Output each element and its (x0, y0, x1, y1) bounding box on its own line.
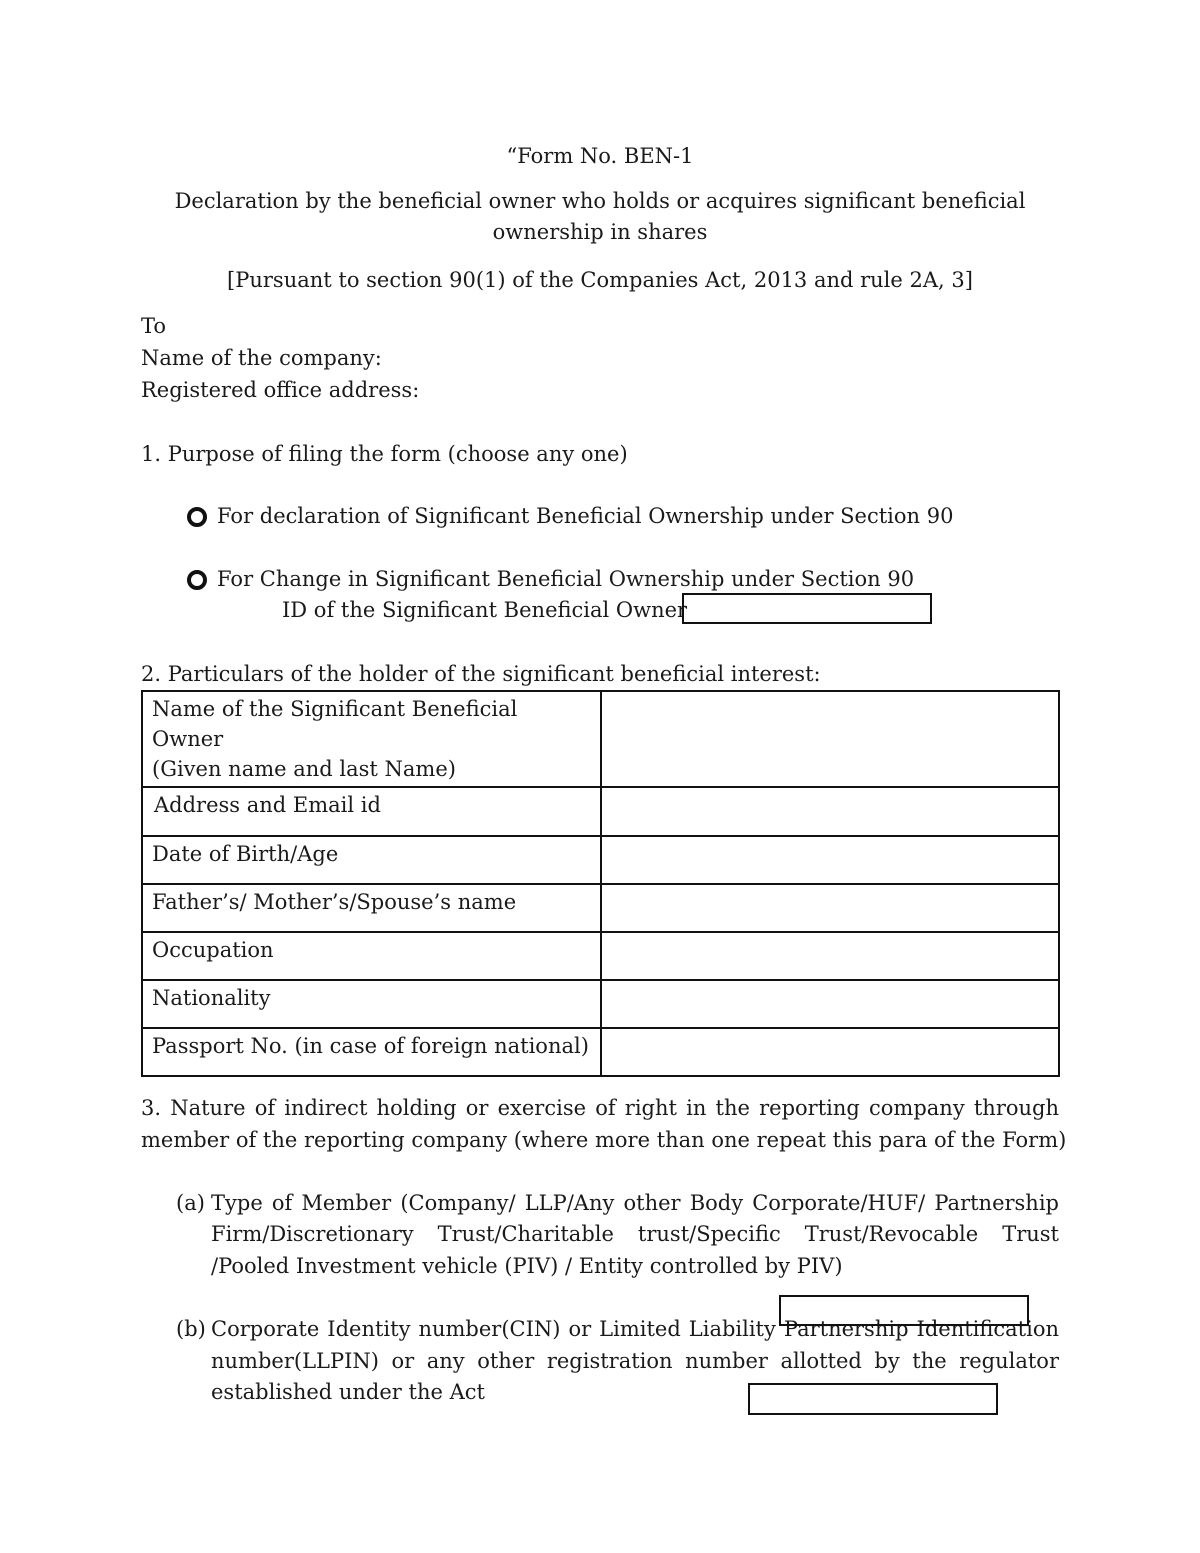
item-a-line2: Firm/Discretionary Trust/Charitable trust/Specific Trust/Revocable Trust (211, 1222, 1059, 1246)
row-label-name (142, 691, 601, 787)
row-label-address (142, 787, 601, 836)
row-label-passport-text: Passport No. (in case of foreign national) (152, 1034, 589, 1058)
item-a-line1: Type of Member (Company/ LLP/Any other Body Corporate/HUF/ Partnership (211, 1191, 1059, 1215)
table-row (142, 787, 1059, 836)
particulars-table (141, 690, 1060, 1077)
row-label-address-text: Address and Email id (154, 793, 381, 817)
to-label: To (141, 314, 167, 338)
table-row (142, 932, 1059, 980)
office-address-label: Registered office address: (141, 378, 420, 402)
radio-declaration-icon[interactable] (187, 507, 207, 527)
row-label-name-line1: Name of the Significant Beneficial Owner (152, 697, 518, 751)
sbo-id-label: ID of the Significant Beneficial Owner (282, 598, 688, 622)
section3-line1: 3. Nature of indirect holding or exercise of right in the reporting company through (141, 1096, 1059, 1120)
sbo-id-input[interactable] (682, 593, 932, 624)
form-number: “Form No. BEN-1 (506, 144, 694, 168)
section1-heading: 1. Purpose of filing the form (choose any one) (141, 442, 628, 466)
nationality-value-cell[interactable] (601, 980, 1059, 1028)
table-row (142, 836, 1059, 884)
option-change-label: For Change in Significant Beneficial Ownership under Section 90 (217, 567, 915, 591)
row-label-occupation-text: Occupation (152, 938, 274, 962)
item-b-line2: number(LLPIN) or any other registration number allotted by the regulator (211, 1349, 1059, 1373)
row-label-occupation (142, 932, 601, 980)
table-row (142, 691, 1059, 787)
passport-value-cell[interactable] (601, 1028, 1059, 1076)
row-label-passport (142, 1028, 601, 1076)
form-title-line1: Declaration by the beneficial owner who holds or acquires significant beneficial (174, 189, 1026, 213)
row-label-nationality-text: Nationality (152, 986, 271, 1010)
row-label-dob-text: Date of Birth/Age (152, 842, 339, 866)
item-b-line1: Corporate Identity number(CIN) or Limited Liability Partnership Identification (211, 1317, 1059, 1341)
item-b-line3: established under the Act (211, 1380, 485, 1404)
address-value-cell[interactable] (601, 787, 1059, 836)
section2-heading: 2. Particulars of the holder of the significant beneficial interest: (141, 662, 821, 686)
occupation-value-cell[interactable] (601, 932, 1059, 980)
item-a-marker: (a) (176, 1191, 205, 1215)
member-type-input[interactable] (779, 1295, 1029, 1326)
item-a-line3: /Pooled Investment vehicle (PIV) / Entity controlled by PIV) (211, 1254, 843, 1278)
item-b-marker: (b) (176, 1317, 206, 1341)
table-row (142, 980, 1059, 1028)
table-row (142, 1028, 1059, 1076)
row-label-name-line2: (Given name and last Name) (152, 757, 456, 781)
parent-value-cell[interactable] (601, 884, 1059, 932)
row-label-parent-text: Father’s/ Mother’s/Spouse’s name (152, 890, 517, 914)
dob-value-cell[interactable] (601, 836, 1059, 884)
radio-change-icon[interactable] (187, 570, 207, 590)
row-label-dob (142, 836, 601, 884)
name-value-cell[interactable] (601, 691, 1059, 787)
section3-line2: member of the reporting company (where more than one repeat this para of the Form) (141, 1128, 1067, 1152)
option-declaration-label: For declaration of Significant Beneficial Ownership under Section 90 (217, 504, 954, 528)
pursuant-note: [Pursuant to section 90(1) of the Companies Act, 2013 and rule 2A, 3] (227, 268, 973, 292)
row-label-nationality (142, 980, 601, 1028)
form-title-line2: ownership in shares (492, 220, 708, 244)
table-row (142, 884, 1059, 932)
company-name-label: Name of the company: (141, 346, 382, 370)
cin-llpin-input[interactable] (748, 1383, 998, 1415)
row-label-parent (142, 884, 601, 932)
